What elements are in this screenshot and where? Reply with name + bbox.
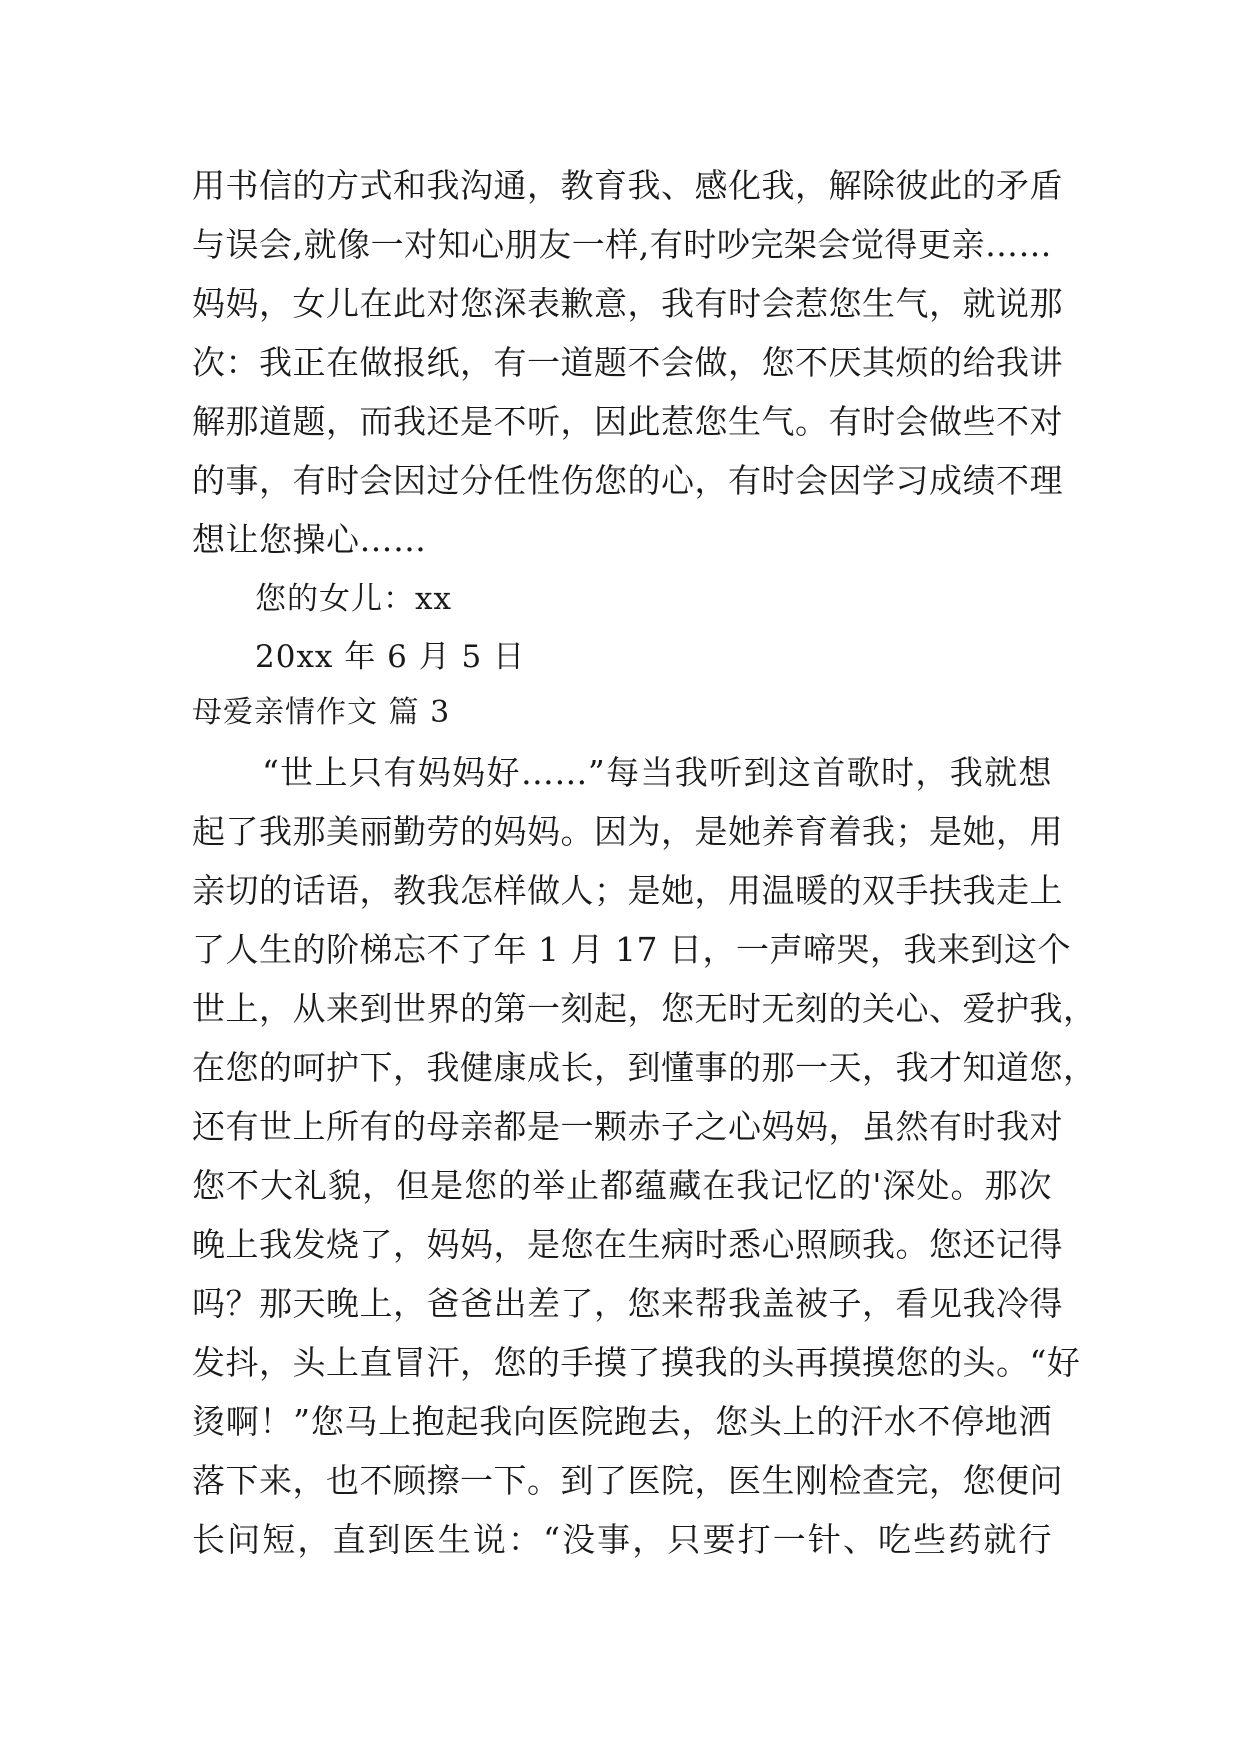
essay-line: 长问短，直到医生说：“没事，只要打一针、吃些药就行 xyxy=(192,1520,1052,1559)
letter-line: 妈妈，女儿在此对您深表歉意，我有时会惹您生气，就说那 xyxy=(192,284,1063,323)
essay-line: 世上，从来到世界的第一刻起，您无时无刻的关心、爱护我， xyxy=(192,989,1097,1028)
essay-line: 起了我那美丽勤劳的妈妈。因为，是她养育着我；是她，用 xyxy=(192,812,1063,851)
essay-line: 吗？那天晚上，爸爸出差了，您来帮我盖被子，看见我冷得 xyxy=(192,1284,1063,1323)
letter-line: 与误会,就像一对知心朋友一样,有时吵完架会觉得更亲…… xyxy=(192,225,1052,264)
letter-line: 解那道题，而我还是不听，因此惹您生气。有时会做些不对 xyxy=(192,402,1063,441)
letter-line: 想让您操心…… xyxy=(192,520,427,559)
essay-line: 您不大礼貌，但是您的举止都蕴藏在我记忆的'深处。那次 xyxy=(192,1166,1052,1205)
letter-date: 20xx 年 6 月 5 日 xyxy=(255,639,526,675)
essay-line: 落下来，也不顾擦一下。到了医院，医生刚检查完，您便问 xyxy=(192,1461,1063,1500)
essay-line: 发抖，头上直冒汗，您的手摸了摸我的头再摸摸您的头。“好 xyxy=(192,1343,1081,1382)
essay-line: “世上只有妈妈好……”每当我听到这首歌时，我就想 xyxy=(262,753,1052,792)
letter-line: 次：我正在做报纸，有一道题不会做，您不厌其烦的给我讲 xyxy=(192,343,1063,382)
essay-line: 还有世上所有的母亲都是一颗赤子之心妈妈，虽然有时我对 xyxy=(192,1107,1063,1146)
letter-line: 用书信的方式和我沟通，教育我、感化我，解除彼此的矛盾 xyxy=(192,166,1063,205)
signature: 您的女儿：xx xyxy=(255,581,452,617)
essay-line: 在您的呵护下，我健康成长，到懂事的那一天，我才知道您， xyxy=(192,1048,1097,1087)
section-heading: 母爱亲情作文 篇 3 xyxy=(192,695,451,730)
essay-line: 亲切的话语，教我怎样做人；是她，用温暖的双手扶我走上 xyxy=(192,871,1063,910)
essay-line: 烫啊！”您马上抱起我向医院跑去，您头上的汗水不停地洒 xyxy=(192,1402,1052,1441)
letter-line: 的事，有时会因过分任性伤您的心，有时会因学习成绩不理 xyxy=(192,461,1063,500)
essay-line: 了人生的阶梯忘不了年 1 月 17 日，一声啼哭，我来到这个 xyxy=(192,930,1071,969)
essay-line: 晚上我发烧了，妈妈，是您在生病时悉心照顾我。您还记得 xyxy=(192,1225,1063,1264)
